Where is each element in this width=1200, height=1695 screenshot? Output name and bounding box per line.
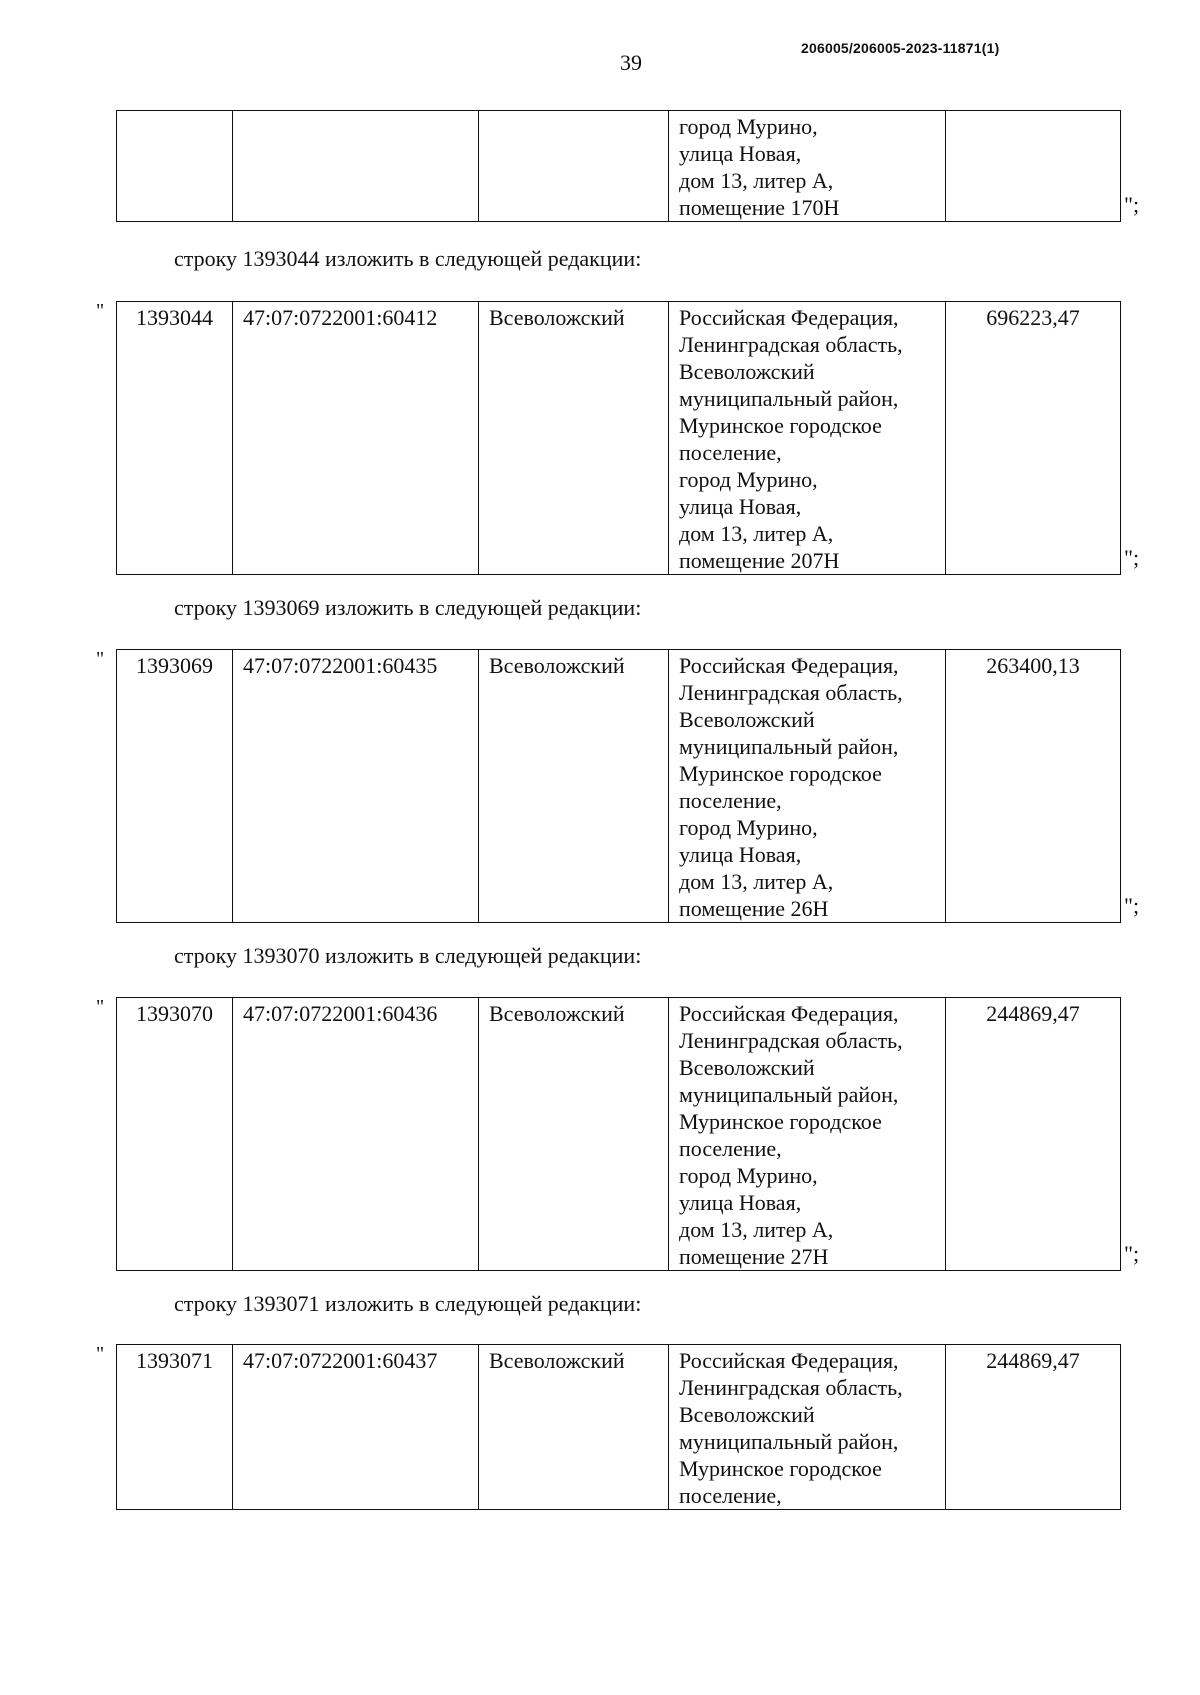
table-row: [117, 650, 1121, 923]
cell-cadastral: 47:07:0722001:60436: [233, 998, 479, 1271]
closing-quote: ";: [1124, 1241, 1140, 1266]
address-line: Российская Федерация,: [679, 653, 899, 678]
entry-intro: строку 1393071 изложить в следующей редакции:: [174, 1291, 642, 1316]
address-line: Российская Федерация,: [679, 1348, 899, 1373]
address-line: поселение,: [679, 788, 782, 813]
address-line: дом 13, литер А,: [679, 869, 834, 894]
address-line: улица Новая,: [679, 494, 802, 519]
cell-num: 1393070: [117, 998, 233, 1271]
address-line: дом 13, литер А,: [679, 168, 834, 193]
cell-cadastral: 47:07:0722001:60435: [233, 650, 479, 923]
address-line: город Мурино,: [679, 815, 818, 840]
address-line: улица Новая,: [679, 842, 802, 867]
address-line: Всеволожский: [679, 707, 815, 732]
table-row: [117, 998, 1121, 1271]
cell-num: [117, 111, 233, 222]
address-line: Российская Федерация,: [679, 305, 899, 330]
address-line: Ленинградская область,: [679, 1375, 903, 1400]
entry-intro: строку 1393044 изложить в следующей редакции:: [174, 246, 642, 271]
address-line: муниципальный район,: [679, 1082, 899, 1107]
table-row: [117, 1345, 1121, 1510]
address-line: Всеволожский: [679, 1402, 815, 1427]
entry-table: [116, 997, 1121, 1271]
cell-district: [479, 111, 669, 222]
address-line: Муринское городское: [679, 413, 882, 438]
cell-district: Всеволожский: [479, 302, 669, 575]
opening-quote: ": [96, 648, 105, 670]
address-line: Всеволожский: [679, 359, 815, 384]
cell-cadastral: [233, 111, 479, 222]
address-line: Ленинградская область,: [679, 680, 903, 705]
address-line: помещение 27Н: [679, 1244, 829, 1269]
address-line: помещение 207Н: [679, 548, 840, 573]
cell-num: 1393044: [117, 302, 233, 575]
document-id: 206005/206005-2023-11871(1): [801, 40, 1000, 56]
table-row: [117, 111, 1121, 222]
address-line: Российская Федерация,: [679, 1001, 899, 1026]
address-line: улица Новая,: [679, 141, 802, 166]
cell-address: [669, 650, 946, 923]
cell-district: Всеволожский: [479, 650, 669, 923]
address-line: поселение,: [679, 1483, 782, 1508]
address-line: город Мурино,: [679, 467, 818, 492]
opening-quote: ": [96, 1343, 105, 1365]
cell-address: [669, 111, 946, 222]
address-line: поселение,: [679, 1136, 782, 1161]
address-line: муниципальный район,: [679, 386, 899, 411]
table-row: [117, 302, 1121, 575]
entry-intro: строку 1393070 изложить в следующей редакции:: [174, 943, 642, 968]
cell-cadastral: 47:07:0722001:60437: [233, 1345, 479, 1510]
address-line: Ленинградская область,: [679, 332, 903, 357]
address-line: дом 13, литер А,: [679, 1217, 834, 1242]
closing-quote: ";: [1124, 545, 1140, 570]
entry-table: [116, 301, 1121, 575]
entry-intro: строку 1393069 изложить в следующей редакции:: [174, 595, 642, 620]
cell-value: 696223,47: [946, 302, 1121, 575]
cell-num: 1393071: [117, 1345, 233, 1510]
address-line: Муринское городское: [679, 1456, 882, 1481]
closing-quote: ";: [1124, 192, 1140, 217]
address-line: улица Новая,: [679, 1190, 802, 1215]
cell-address: [669, 302, 946, 575]
continued-table: [116, 110, 1121, 222]
address-line: Всеволожский: [679, 1055, 815, 1080]
cell-district: Всеволожский: [479, 1345, 669, 1510]
address-line: Муринское городское: [679, 761, 882, 786]
closing-quote: ";: [1124, 893, 1140, 918]
address-line: муниципальный район,: [679, 734, 899, 759]
cell-cadastral: 47:07:0722001:60412: [233, 302, 479, 575]
address-line: Ленинградская область,: [679, 1028, 903, 1053]
address-line: город Мурино,: [679, 1163, 818, 1188]
cell-value: [946, 111, 1121, 222]
cell-value: 244869,47: [946, 998, 1121, 1271]
address-line: Муринское городское: [679, 1109, 882, 1134]
entry-table: [116, 1344, 1121, 1510]
cell-district: Всеволожский: [479, 998, 669, 1271]
cell-num: 1393069: [117, 650, 233, 923]
page-number: 39: [620, 50, 642, 75]
opening-quote: ": [96, 996, 105, 1018]
address-line: помещение 26Н: [679, 896, 829, 921]
cell-address: [669, 998, 946, 1271]
cell-value: 244869,47: [946, 1345, 1121, 1510]
entry-table: [116, 649, 1121, 923]
cell-value: 263400,13: [946, 650, 1121, 923]
address-line: город Мурино,: [679, 114, 818, 139]
cell-address: [669, 1345, 946, 1510]
address-line: муниципальный район,: [679, 1429, 899, 1454]
address-line: дом 13, литер А,: [679, 521, 834, 546]
address-line: поселение,: [679, 440, 782, 465]
address-line: помещение 170Н: [679, 195, 840, 220]
opening-quote: ": [96, 300, 105, 322]
